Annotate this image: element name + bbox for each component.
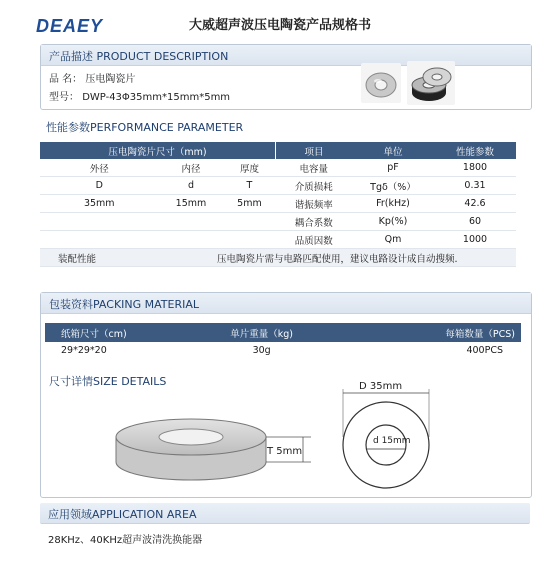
inner-diameter-label: d 15mm xyxy=(373,436,411,446)
application-band xyxy=(40,503,530,524)
assembly-text: 压电陶瓷片需与电路匹配使用，建议电路设计成自动搜频. xyxy=(159,249,516,267)
performance-panel xyxy=(40,114,530,280)
section-title-application: 应用领域APPLICATION AREA xyxy=(48,508,197,521)
size-value-inner: 15mm xyxy=(159,195,224,213)
packing-header-box: 纸箱尺寸（cm) xyxy=(45,323,176,342)
thickness-label: T 5mm xyxy=(267,446,303,457)
performance-row xyxy=(40,231,516,249)
section-title-packing: 包装资料PACKING MATERIAL xyxy=(49,298,200,311)
product-model-label: 型号： xyxy=(49,92,79,103)
performance-table xyxy=(40,142,516,267)
param-item: 谐振频率 xyxy=(276,195,353,213)
param-unit: Kp(%) xyxy=(352,213,434,231)
product-photo-stack xyxy=(407,61,455,105)
param-item: 耦合系数 xyxy=(276,213,353,231)
performance-row xyxy=(40,177,516,195)
product-name-row xyxy=(49,70,135,85)
section-title-size: 尺寸详情SIZE DETAILS xyxy=(49,375,167,388)
packing-table xyxy=(45,323,521,359)
param-unit: pF xyxy=(352,159,434,177)
section-title-performance: 性能参数PERFORMANCE PARAMETER xyxy=(46,121,244,134)
assembly-row xyxy=(40,249,516,267)
packing-band xyxy=(41,293,531,314)
param-header-value: 性能参数 xyxy=(434,142,516,159)
size-col-thickness: 厚度 xyxy=(223,159,275,177)
param-value: 60 xyxy=(434,213,516,231)
param-value: 42.6 xyxy=(434,195,516,213)
size-value-thickness: 5mm xyxy=(223,195,275,213)
brand-logo: DEAEY xyxy=(36,16,104,36)
performance-row xyxy=(40,195,516,213)
packing-weight-value: 30g xyxy=(252,345,271,356)
packing-box-value: 29*29*20 xyxy=(61,345,107,356)
product-model-row xyxy=(49,88,230,103)
size-value-outer: 35mm xyxy=(40,195,159,213)
size-symbol-thickness: T xyxy=(223,177,275,195)
param-item: 品质因数 xyxy=(276,231,353,249)
product-model-value: DWP-43Φ35mm*15mm*5mm xyxy=(82,92,231,103)
product-photo-single xyxy=(361,63,401,103)
param-unit: Qm xyxy=(352,231,434,249)
packing-row xyxy=(45,342,521,359)
size-col-outer: 外径 xyxy=(40,159,159,177)
ceramic-ring-stack-photo-icon xyxy=(407,61,455,105)
performance-row xyxy=(40,213,516,231)
packing-qty-value: 400PCS xyxy=(466,345,503,356)
param-value: 1000 xyxy=(434,231,516,249)
size-col-inner: 内径 xyxy=(159,159,224,177)
param-item: 介质损耗 xyxy=(276,177,353,195)
product-name-value: 压电陶瓷片 xyxy=(85,74,136,85)
packing-header-qty: 每箱数量（PCS) xyxy=(347,323,521,342)
param-value: 1800 xyxy=(434,159,516,177)
packing-header-row xyxy=(45,323,521,342)
product-description-panel xyxy=(40,44,532,110)
product-name-label: 品 名： xyxy=(49,74,83,85)
performance-row xyxy=(40,159,516,177)
param-item: 电容量 xyxy=(276,159,353,177)
param-unit: Fr(kHz) xyxy=(352,195,434,213)
param-value: 0.31 xyxy=(434,177,516,195)
ceramic-ring-photo-icon xyxy=(361,63,401,103)
size-symbol-inner: d xyxy=(159,177,224,195)
document-title: 大威超声波压电陶瓷产品规格书 xyxy=(188,18,371,33)
size-symbol-outer: D xyxy=(40,177,159,195)
size-header-cell: 压电陶瓷片尺寸（mm) xyxy=(40,142,276,159)
param-unit: Tgδ（%） xyxy=(352,177,434,195)
outer-diameter-label: D 35mm xyxy=(359,381,403,392)
application-panel xyxy=(40,503,530,555)
application-text: 28KHz、40KHz超声波清洗换能器 xyxy=(48,535,203,546)
param-header-unit: 单位 xyxy=(352,142,434,159)
product-description-band xyxy=(41,45,531,66)
param-header-item: 项目 xyxy=(276,142,353,159)
performance-header-row xyxy=(40,142,516,159)
section-title-product: 产品描述 PRODUCT DESCRIPTION xyxy=(49,50,229,63)
packing-header-weight: 单片重量（kg) xyxy=(176,323,346,342)
packing-panel xyxy=(40,292,532,498)
assembly-label: 装配性能 xyxy=(40,249,159,267)
